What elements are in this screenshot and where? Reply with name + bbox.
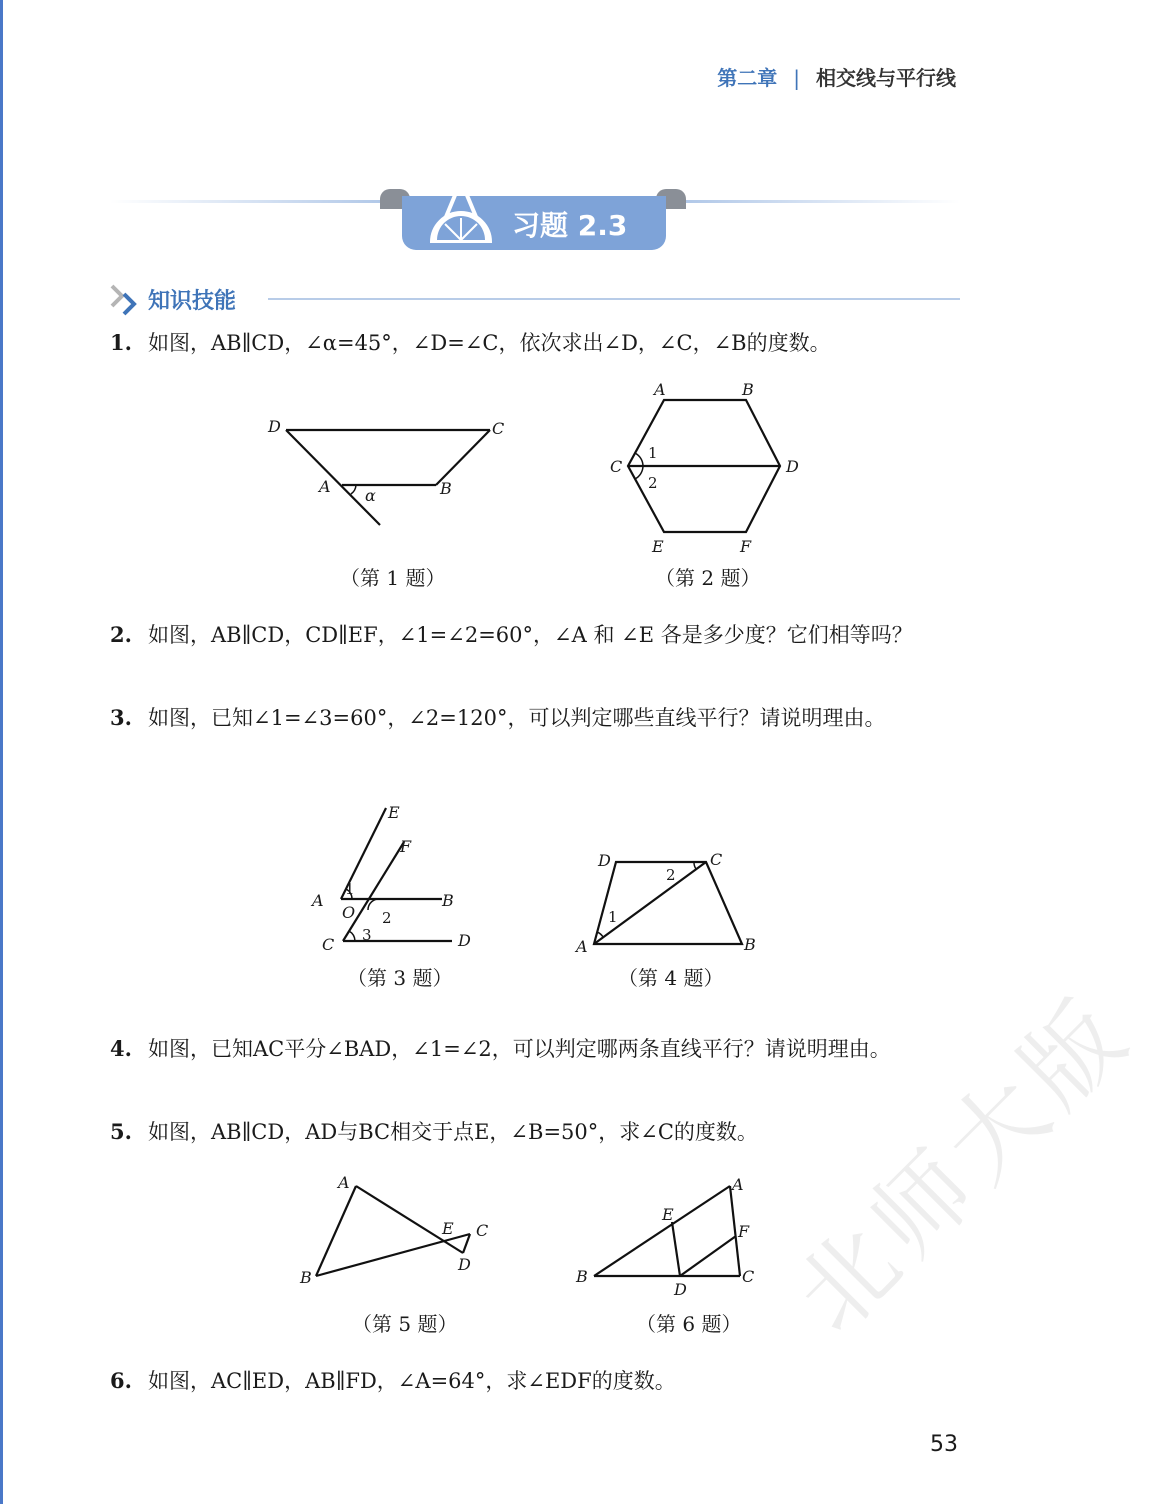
label-c: C: [710, 850, 723, 869]
question-text: 如图，AC∥ED，AB∥FD，∠A=64°，求∠EDF的度数。: [148, 1369, 676, 1393]
label-b: B: [440, 479, 452, 498]
segment-cd: [463, 1234, 470, 1253]
figure-1-caption: （第 1 题）: [340, 566, 446, 590]
label-f: F: [740, 537, 752, 556]
label-a: A: [312, 891, 324, 910]
figure-6-caption: （第 6 题）: [636, 1312, 742, 1336]
exercise-banner: [402, 196, 666, 250]
label-f: F: [738, 1222, 750, 1241]
question-text: 如图，已知AC平分∠BAD，∠1=∠2，可以判定哪两条直线平行？请说明理由。: [148, 1037, 891, 1061]
exercise-title: 习题 2.3: [512, 209, 628, 242]
question-6: [110, 1360, 960, 1402]
section-rule: [268, 298, 960, 300]
question-text: 如图，已知∠1=∠3=60°，∠2=120°，可以判定哪些直线平行？请说明理由。: [148, 706, 886, 730]
label-b: B: [742, 380, 754, 399]
question-number: 2.: [110, 622, 132, 647]
angle-3-arc: [349, 931, 355, 941]
figure-2-caption: （第 2 题）: [655, 566, 761, 590]
figure-6: [574, 1170, 774, 1300]
figure-5: [298, 1170, 508, 1290]
question-4: [110, 1028, 960, 1070]
transversal-line: [286, 430, 380, 525]
page-number: 53: [930, 1432, 958, 1457]
diagonal-ac: [594, 862, 706, 944]
compass-protractor-icon: [428, 162, 498, 246]
label-c: C: [322, 935, 335, 954]
figure-2: [606, 378, 806, 558]
angle-1-arc: [635, 453, 643, 466]
question-1: [110, 322, 960, 364]
question-text: 如图，AB∥CD，CD∥EF，∠1=∠2=60°，∠A 和 ∠E 各是多少度？它们相等吗？: [148, 623, 913, 647]
label-e: E: [652, 537, 664, 556]
angle-2-arc: [635, 466, 643, 479]
question-2: [110, 614, 960, 656]
question-number: 3.: [110, 705, 132, 730]
label-e: E: [388, 803, 400, 822]
left-margin-rule: [0, 0, 3, 1504]
label-angle-1: 1: [648, 444, 658, 462]
figure-3-caption: （第 3 题）: [347, 966, 453, 990]
label-c: C: [476, 1221, 489, 1240]
label-d: D: [458, 931, 471, 950]
label-o: O: [342, 903, 356, 922]
angle-1-arc: [597, 932, 603, 937]
label-angle-2: 2: [382, 909, 392, 927]
label-a: A: [654, 380, 666, 399]
question-text: 如图，AB∥CD，AD与BC相交于点E，∠B=50°，求∠C的度数。: [148, 1120, 758, 1144]
segment-bc: [316, 1234, 470, 1276]
label-angle-1: 1: [345, 880, 355, 898]
figure-5-caption: （第 5 题）: [352, 1312, 458, 1336]
label-b: B: [300, 1268, 312, 1287]
angle-alpha-arc: [351, 485, 356, 494]
label-c: C: [492, 419, 505, 438]
segment-ed: [672, 1222, 680, 1276]
question-text: 如图，AB∥CD，∠α=45°，∠D=∠C，依次求出∠D，∠C，∠B的度数。: [148, 331, 831, 355]
segment-cb: [436, 430, 490, 485]
segment-df: [680, 1236, 736, 1276]
label-alpha: α: [365, 486, 376, 505]
label-angle-1: 1: [608, 908, 618, 926]
label-b: B: [442, 891, 454, 910]
chapter-header: [717, 62, 956, 91]
label-c: C: [742, 1267, 755, 1286]
label-d: D: [268, 417, 281, 436]
publisher-watermark: 北师大版: [774, 974, 1154, 1354]
label-d: D: [674, 1280, 687, 1299]
label-angle-3: 3: [362, 926, 372, 944]
label-d: D: [598, 851, 611, 870]
section-knowledge-skills: [110, 284, 960, 316]
label-angle-2: 2: [666, 866, 676, 884]
chapter-title: 相交线与平行线: [816, 66, 956, 90]
header-separator: |: [793, 66, 800, 90]
question-number: 6.: [110, 1368, 132, 1393]
label-e: E: [442, 1219, 454, 1238]
figure-1: [262, 410, 522, 540]
banner-rule-left: [110, 200, 410, 203]
figure-3: [310, 800, 480, 955]
angle-2-arc: [368, 899, 380, 910]
label-angle-2: 2: [648, 474, 658, 492]
label-a: A: [732, 1175, 744, 1194]
chapter-number: 第二章: [717, 66, 778, 90]
figure-4-caption: （第 4 题）: [618, 966, 724, 990]
question-3: [110, 697, 960, 739]
section-label: 知识技能: [148, 289, 237, 314]
label-c: C: [610, 457, 623, 476]
label-b: B: [576, 1267, 588, 1286]
label-d: D: [458, 1255, 471, 1274]
chevron-right-icon: [110, 284, 144, 318]
label-a: A: [319, 477, 331, 496]
segment-ab: [316, 1186, 356, 1276]
segment-ba: [594, 1186, 730, 1276]
label-a: A: [338, 1173, 350, 1192]
label-a: A: [576, 937, 588, 956]
banner-rule-right: [660, 200, 960, 203]
question-number: 5.: [110, 1119, 132, 1144]
label-f: F: [400, 837, 412, 856]
label-b: B: [744, 935, 756, 954]
question-5: [110, 1111, 960, 1153]
question-number: 4.: [110, 1036, 132, 1061]
label-d: D: [786, 457, 799, 476]
figure-4: [570, 848, 770, 958]
question-number: 1.: [110, 330, 132, 355]
label-e: E: [662, 1205, 674, 1224]
